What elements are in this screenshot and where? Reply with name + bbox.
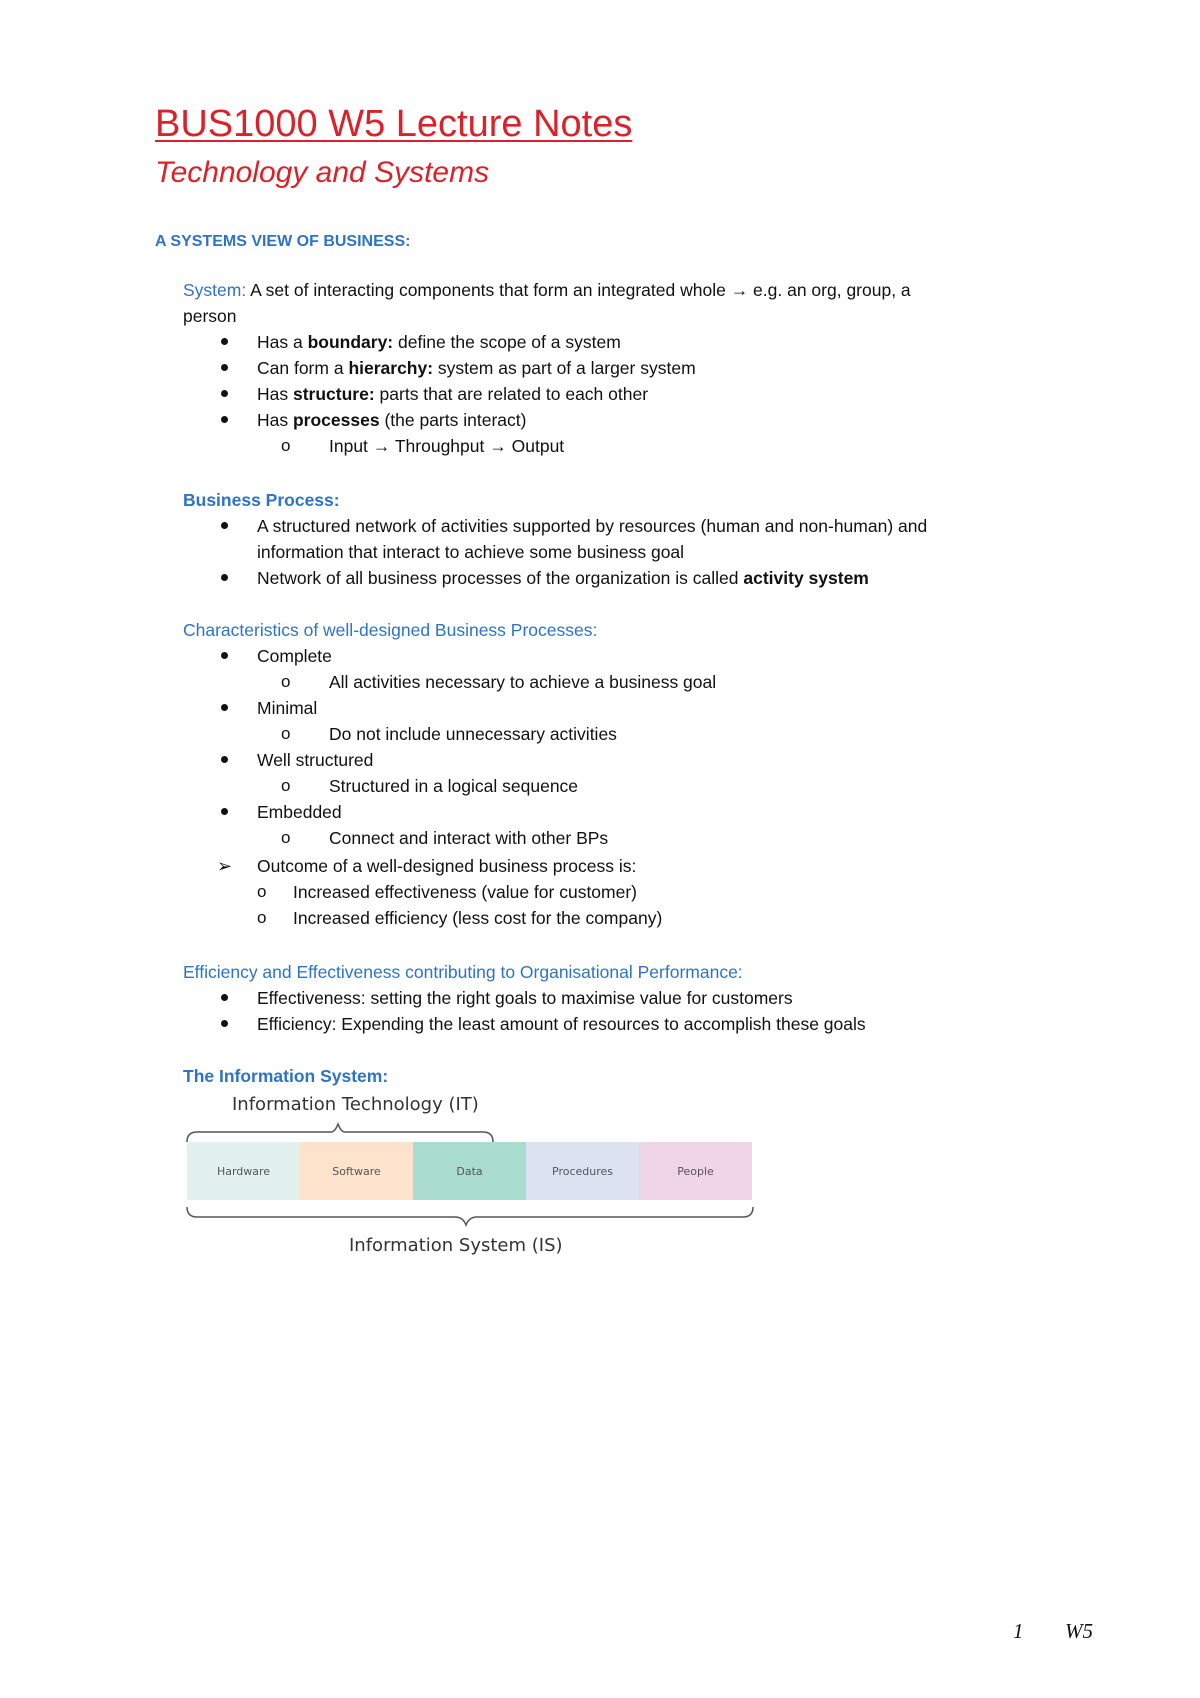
business-process-definition-line1: A structured network of activities supported by resources (human and non-human) and bbox=[257, 516, 928, 536]
activity-system-text: Network of all business processes of the organization is called bbox=[257, 568, 744, 588]
characteristic-label: Embedded bbox=[257, 802, 342, 822]
bullet-icon bbox=[221, 364, 228, 371]
activity-system-item bbox=[257, 566, 869, 590]
bullet-icon bbox=[221, 994, 228, 1001]
activity-system-term: activity system bbox=[743, 568, 869, 588]
bullet-text: parts that are related to each other bbox=[374, 384, 649, 404]
efficiency-item: Efficiency: Expending the least amount of resources to accomplish these goals bbox=[257, 1014, 866, 1034]
component-box-software: Software bbox=[300, 1142, 413, 1200]
business-process-definition-line2: information that interact to achieve some business goal bbox=[257, 542, 685, 562]
list-marker: o bbox=[281, 724, 291, 743]
information-system-heading: The Information System: bbox=[183, 1066, 389, 1086]
list-marker: o bbox=[281, 776, 291, 795]
it-label: Information Technology (IT) bbox=[232, 1094, 479, 1115]
system-definition bbox=[183, 278, 911, 302]
bullet-text: Has bbox=[257, 384, 293, 404]
bullet-icon bbox=[221, 390, 228, 397]
bullet-text: system as part of a larger system bbox=[433, 358, 696, 378]
characteristic-detail: All activities necessary to achieve a business goal bbox=[329, 672, 717, 692]
list-marker: o bbox=[281, 436, 291, 455]
bullet-icon bbox=[221, 756, 228, 763]
document-title: BUS1000 W5 Lecture Notes bbox=[155, 103, 633, 145]
section-heading: A SYSTEMS VIEW OF BUSINESS: bbox=[155, 233, 411, 250]
system-label: System: bbox=[183, 280, 247, 300]
list-marker: o bbox=[281, 672, 291, 691]
system-example: e.g. an org, group, a bbox=[748, 280, 911, 300]
characteristic-detail: Do not include unnecessary activities bbox=[329, 724, 617, 744]
process-flow bbox=[329, 434, 564, 458]
bullet-text: Can form a bbox=[257, 358, 349, 378]
efficiency-heading: Efficiency and Effectiveness contributing to Organisational Performance: bbox=[183, 962, 743, 982]
characteristic-detail: Connect and interact with other BPs bbox=[329, 828, 609, 848]
is-brace bbox=[187, 1207, 753, 1225]
list-marker: o bbox=[281, 828, 291, 847]
effectiveness-item: Effectiveness: setting the right goals to maximise value for customers bbox=[257, 988, 793, 1008]
system-definition-text: A set of interacting components that form an integrated whole bbox=[246, 280, 726, 300]
bullet-term: hierarchy: bbox=[348, 358, 434, 378]
bullet-term: boundary: bbox=[307, 332, 394, 352]
bullet-icon bbox=[221, 416, 228, 423]
outcome-text: Outcome of a well-designed business process is: bbox=[257, 856, 637, 876]
bullet-term: structure: bbox=[292, 384, 375, 404]
component-box-data: Data bbox=[413, 1142, 526, 1200]
arrowhead-bullet-icon: ➢ bbox=[217, 856, 233, 876]
bullet-icon bbox=[221, 704, 228, 711]
bullet-icon bbox=[221, 522, 228, 529]
list-marker: o bbox=[257, 908, 267, 927]
bullet-text: (the parts interact) bbox=[379, 410, 527, 430]
flow-input: Input bbox=[329, 436, 368, 456]
bullet-icon bbox=[221, 574, 228, 581]
characteristics-heading: Characteristics of well-designed Business Processes: bbox=[183, 620, 598, 640]
arrow-icon: → bbox=[489, 436, 507, 456]
bullet-text: Has bbox=[257, 410, 293, 430]
system-definition-continuation: person bbox=[183, 306, 237, 326]
bullet-text: define the scope of a system bbox=[393, 332, 621, 352]
system-bullet-item bbox=[257, 330, 621, 354]
bullet-icon bbox=[221, 808, 228, 815]
bullet-icon bbox=[221, 1020, 228, 1027]
outcome-item-effectiveness: Increased effectiveness (value for customer) bbox=[293, 882, 638, 902]
arrow-icon: → bbox=[372, 436, 391, 456]
characteristic-label: Well structured bbox=[257, 750, 374, 770]
outcome-item-efficiency: Increased efficiency (less cost for the company) bbox=[293, 908, 663, 928]
is-label: Information System (IS) bbox=[349, 1235, 563, 1256]
information-system-diagram bbox=[183, 1094, 758, 1259]
system-bullet-item bbox=[257, 356, 696, 380]
bullet-icon bbox=[221, 338, 228, 345]
flow-output: Output bbox=[511, 436, 565, 456]
document-subtitle: Technology and Systems bbox=[155, 156, 490, 189]
business-process-heading: Business Process: bbox=[183, 490, 340, 510]
system-bullet-item bbox=[257, 408, 526, 432]
it-brace bbox=[187, 1124, 493, 1142]
bullet-term: processes bbox=[292, 410, 380, 430]
characteristic-detail: Structured in a logical sequence bbox=[329, 776, 579, 796]
bullet-text: Has a bbox=[257, 332, 308, 352]
characteristic-label: Complete bbox=[257, 646, 332, 666]
arrow-icon: → bbox=[730, 280, 749, 300]
flow-throughput: Throughput bbox=[394, 436, 485, 456]
component-box-procedures: Procedures bbox=[526, 1142, 639, 1200]
characteristic-label: Minimal bbox=[257, 698, 318, 718]
component-box-hardware: Hardware bbox=[187, 1142, 300, 1200]
component-box-people: People bbox=[639, 1142, 752, 1200]
page-number: 1 bbox=[1013, 1619, 1024, 1643]
system-bullet-item bbox=[257, 382, 648, 406]
week-tag: W5 bbox=[1065, 1619, 1093, 1643]
bullet-icon bbox=[221, 652, 228, 659]
list-marker: o bbox=[257, 882, 267, 901]
